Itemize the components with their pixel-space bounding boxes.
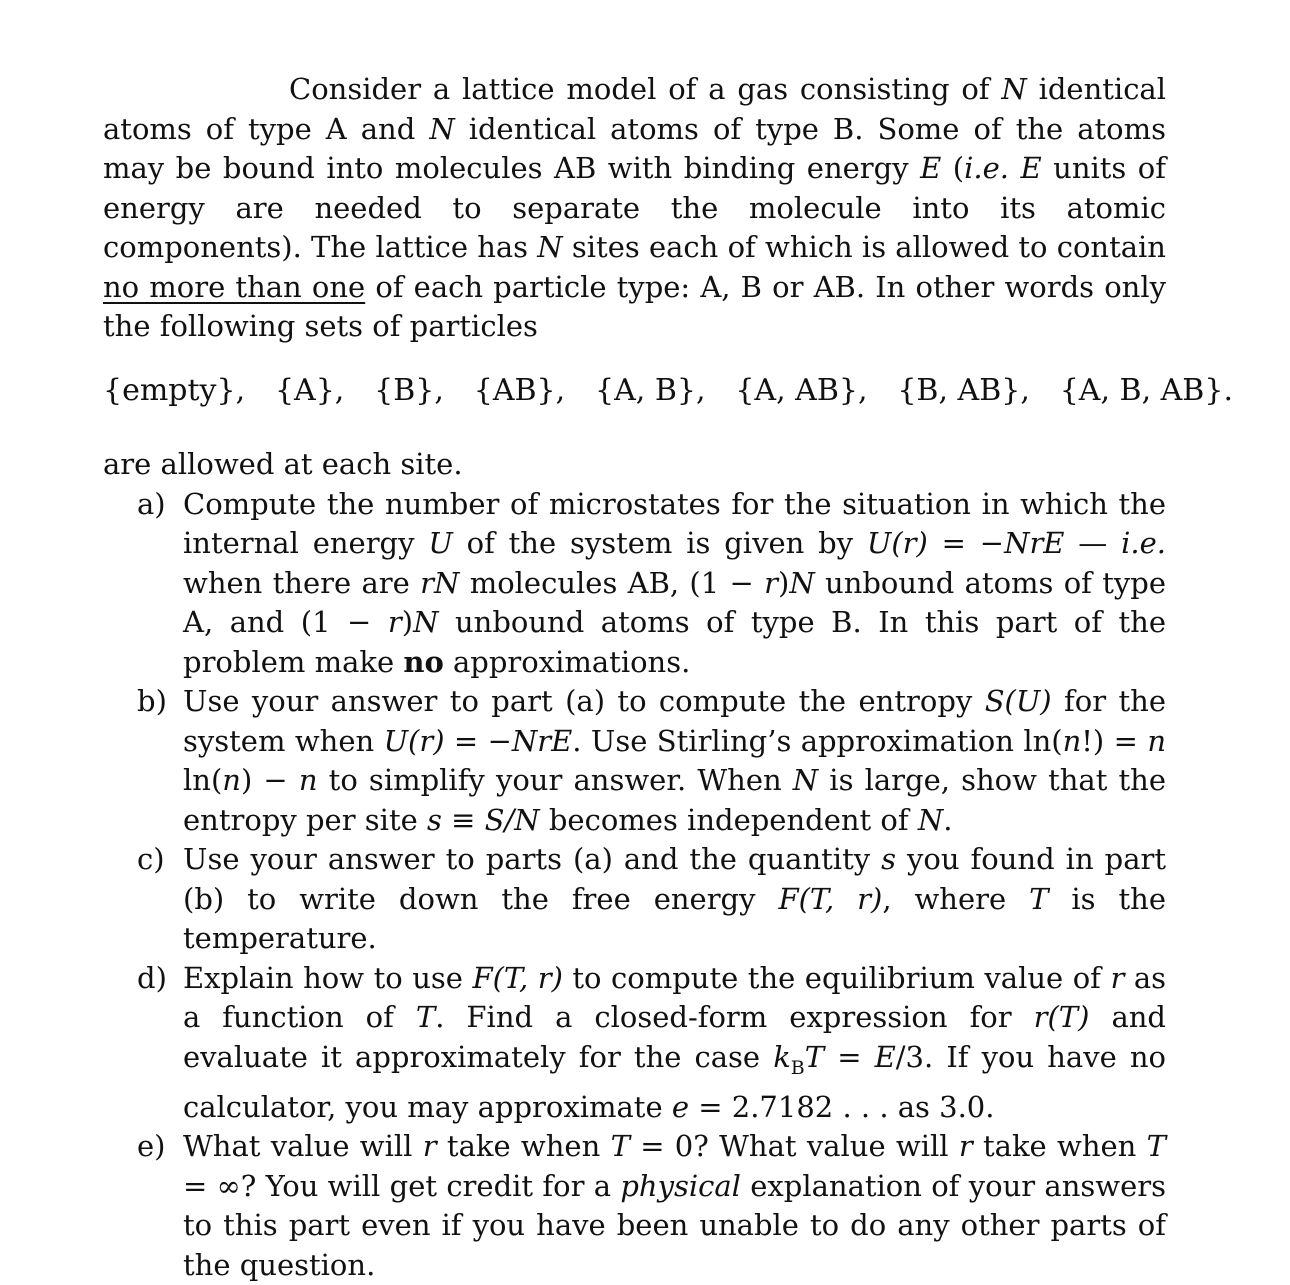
part-text: for the system when [183,684,1166,758]
math-expr: S/N [485,803,540,837]
intro-paragraph [103,70,1166,347]
math-var: N [537,230,562,264]
part-label: d) [137,959,167,999]
math-var: N [789,566,814,600]
part-text: Use your answer to parts (a) and the quantity [183,842,881,876]
set-item: {B, AB}, [897,371,1030,411]
part-text: . Use Stirling’s approximation ln( [572,724,1062,758]
part-label: a) [137,485,166,525]
math-var: E [920,151,941,185]
part-text: Explain how to use [183,961,472,995]
part-label: c) [137,840,165,880]
set-item: {A}, [275,371,344,411]
part-text: Use your answer to part (a) to compute the entropy [183,684,985,718]
math-var: N [413,605,438,639]
part-a [103,485,1166,683]
math-var: n [1063,724,1082,758]
part-text: you found in part (b) to write down the free energy [183,842,1166,916]
part-text: ) [778,566,789,600]
math-expr: r(T) [1034,1000,1090,1034]
allowed-sets [103,371,1233,411]
math-var: n [299,763,318,797]
math-var: T [1029,882,1048,916]
intro-text: units of energy are needed to separate the molecule into its atomic components). The lattice has [103,151,1166,264]
math-var: k [773,1040,791,1074]
intro-text: of each particle type: A, B or AB. In other words only the following sets of particles [103,270,1166,344]
math-var: r [388,605,402,639]
math-var: e [672,1090,689,1124]
math-var: n [1147,724,1166,758]
part-label: e) [137,1127,165,1167]
part-text: — [1064,526,1121,560]
italic-text: i.e. [1121,526,1166,560]
math-var: N [918,803,943,837]
math-var: T [416,1000,435,1034]
italic-text: i.e. [964,151,1009,185]
math-expr: F(T, r) [472,961,562,995]
part-text: when there are [183,566,420,600]
intro-text [1009,151,1021,185]
set-item: {AB}, [474,371,565,411]
part-text: explanation of your answers to this part even if you have been unable to do any other parts of the question. [183,1169,1166,1282]
math-expr: U(r) = −NrE [384,724,573,758]
part-text: becomes independent of [540,803,918,837]
part-text: to simplify your answer. When [318,763,793,797]
math-var: U [428,526,452,560]
math-expr: S(U) [985,684,1052,718]
part-c [103,840,1166,959]
set-item: {B}, [374,371,444,411]
math-var: T [805,1040,824,1074]
underlined-text: no more than one [103,270,365,304]
math-var: s [881,842,896,876]
question-parts [103,485,1166,1285]
set-item: {A, B}, [595,371,706,411]
math-var: N [1001,72,1026,106]
part-text: as a function of [183,961,1166,1035]
math-var: r [1110,961,1124,995]
part-text: and evaluate it approximately for the case [183,1000,1166,1074]
part-text: molecules AB, (1 − [459,566,764,600]
part-text: take when [437,1129,611,1163]
part-text: What value will [183,1129,423,1163]
after-sets-text: are allowed at each site. [103,445,1166,485]
math-var: s [427,803,442,837]
set-item: {A, B, AB}. [1060,371,1233,411]
math-var: T [1147,1129,1166,1163]
italic-text: physical [620,1169,741,1203]
math-expr: F(T, r) [778,882,882,916]
math-var: T [611,1129,630,1163]
part-text: is the temperature. [183,882,1166,956]
intro-text: identical atoms of type A and [103,72,1166,146]
bold-text: no [403,645,443,679]
part-text: = 0? What value will [630,1129,959,1163]
intro-text: identical atoms of type B. Some of the atoms may be bound into molecules AB with binding energy [103,112,1166,186]
part-text: !) = [1081,724,1147,758]
part-text: is large, show that the entropy per site [183,763,1166,837]
set-item: {A, AB}, [735,371,867,411]
part-text: ) − [241,763,299,797]
part-e [103,1127,1166,1285]
math-var: N [429,112,454,146]
part-text: = 2.7182 . . . as 3.0. [689,1090,994,1124]
intro-text: sites each of which is allowed to contain [563,230,1166,264]
part-text: ln( [183,763,222,797]
math-var: n [222,763,241,797]
math-var: r [959,1129,973,1163]
part-text: = ∞? You will get credit for a [183,1169,620,1203]
part-text: take when [973,1129,1147,1163]
part-text: = [824,1040,875,1074]
part-text: unbound atoms of type A, and (1 − [183,566,1166,640]
set-item: {empty}, [103,371,245,411]
intro-text: ( [941,151,964,185]
problem-document [103,70,1166,1285]
math-var: r [423,1129,437,1163]
math-subscript: B [791,1056,805,1078]
math-var: rN [420,566,459,600]
part-text: unbound atoms of type B. In this part of the problem make [183,605,1166,679]
math-var: N [793,763,818,797]
part-text: , where [882,882,1029,916]
part-text: /3. If you have no calculator, you may approximate [183,1040,1166,1124]
math-expr: U(r) = −NrE [867,526,1065,560]
part-text: to compute the equilibrium value of [563,961,1111,995]
part-b [103,682,1166,840]
part-text: approximations. [444,645,691,679]
math-var: r [764,566,778,600]
math-var: E [875,1040,896,1074]
part-text: ) [402,605,413,639]
part-text: of the system is given by [453,526,867,560]
part-text: . Find a closed-form expression for [435,1000,1033,1034]
math-var: E [1020,151,1041,185]
part-d [103,959,1166,1128]
part-text: Compute the number of microstates for the situation in which the internal energy [183,487,1166,561]
part-text: ≡ [442,803,485,837]
part-text: . [943,803,952,837]
intro-text: Consider a lattice model of a gas consisting of [289,72,1001,106]
part-label: b) [137,682,167,722]
